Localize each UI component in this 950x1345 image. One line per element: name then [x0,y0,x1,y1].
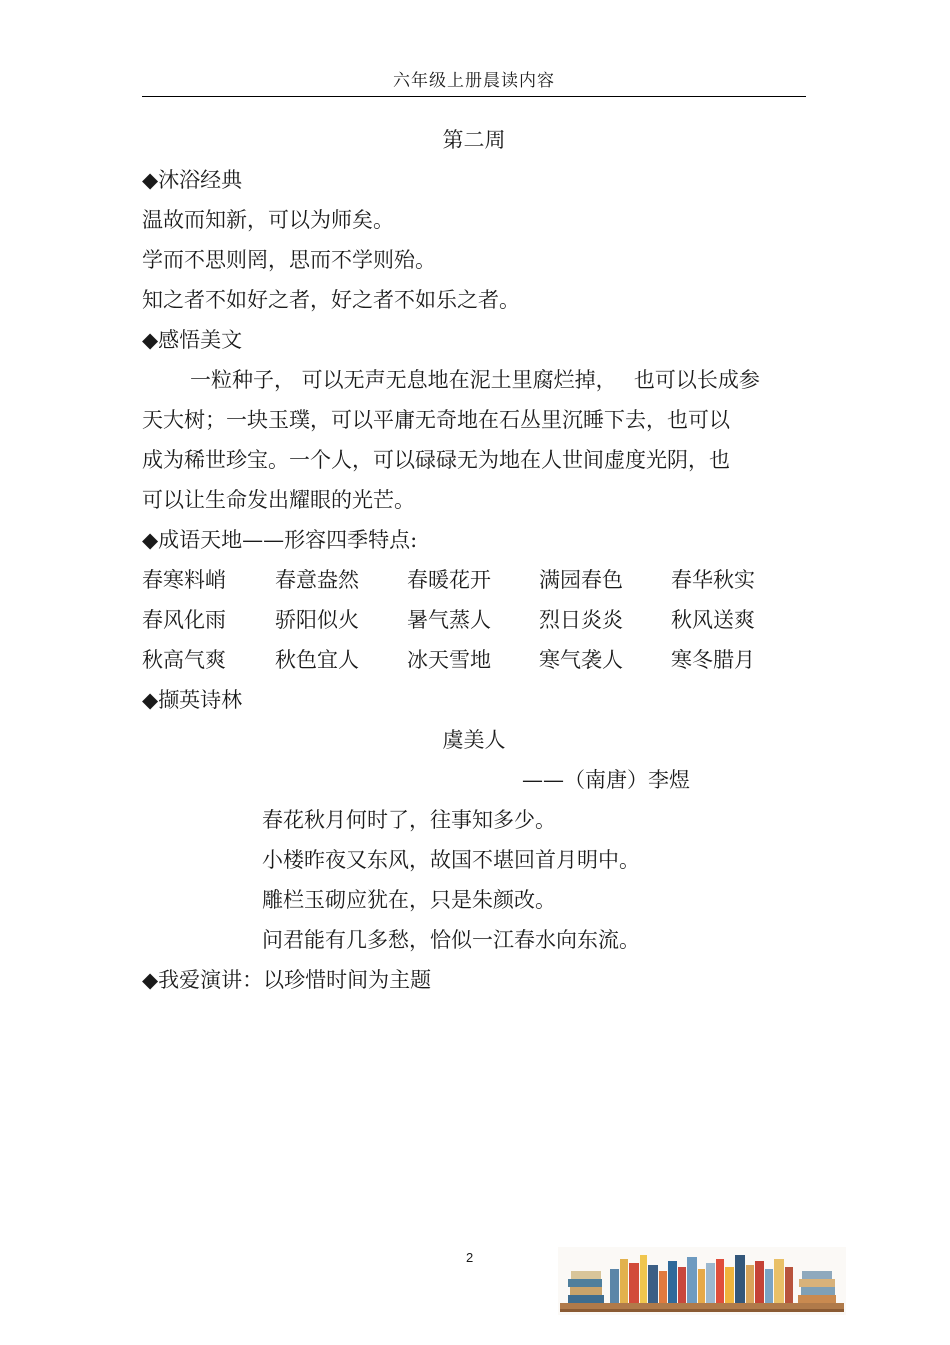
idiom: 春暖花开 [407,568,491,592]
prose-line: 成为稀世珍宝。一个人，可以碌碌无为地在人世间虚度光阴，也 [142,448,730,472]
idiom: 春风化雨 [142,608,226,632]
idiom: 寒冬腊月 [671,648,755,672]
section-heading-poetry: ◆撷英诗林 [142,688,243,712]
classic-line: 温故而知新，可以为师矣。 [142,208,394,232]
week-title: 第二周 [442,128,506,152]
section-heading-idioms: ◆成语天地——形容四季特点: [142,528,418,552]
idiom: 春华秋实 [671,568,755,592]
page-number: 2 [466,1250,474,1265]
prose-line: 天大树；一块玉璞，可以平庸无奇地在石丛里沉睡下去，也可以 [142,408,730,432]
idiom: 秋高气爽 [142,648,226,672]
idiom: 冰天雪地 [407,648,491,672]
poem-line: 雕栏玉砌应犹在，只是朱颜改。 [262,888,556,912]
poem-line: 小楼昨夜又东风，故国不堪回首月明中。 [262,848,640,872]
poem-line: 春花秋月何时了，往事知多少。 [262,808,556,832]
prose-line: 可以让生命发出耀眼的光芒。 [142,488,415,512]
idiom: 满园春色 [539,568,623,592]
classic-line: 学而不思则罔，思而不学则殆。 [142,248,436,272]
section-heading-speech: ◆我爱演讲：以珍惜时间为主题 [142,968,432,992]
classic-line: 知之者不如好之者，好之者不如乐之者。 [142,288,520,312]
bookshelf-icon [558,1247,846,1315]
idiom: 骄阳似火 [275,608,359,632]
poem-author: ——（南唐）李煜 [522,768,690,792]
poem-title: 虞美人 [442,728,506,752]
header-title: 六年级上册晨读内容 [393,71,555,91]
idiom: 春意盎然 [275,568,359,592]
idiom: 秋风送爽 [671,608,755,632]
idiom: 秋色宜人 [275,648,359,672]
prose-line: 一粒种子， 可以无声无息地在泥土里腐烂掉， 也可以长成参 [190,368,760,392]
idiom: 暑气蒸人 [407,608,491,632]
idiom: 春寒料峭 [142,568,226,592]
idiom: 烈日炎炎 [539,608,623,632]
section-heading-classics: ◆沐浴经典 [142,168,243,192]
idiom: 寒气袭人 [539,648,623,672]
poem-line: 问君能有几多愁，恰似一江春水向东流。 [262,928,640,952]
section-heading-prose: ◆感悟美文 [142,328,243,352]
header-divider [142,96,806,97]
